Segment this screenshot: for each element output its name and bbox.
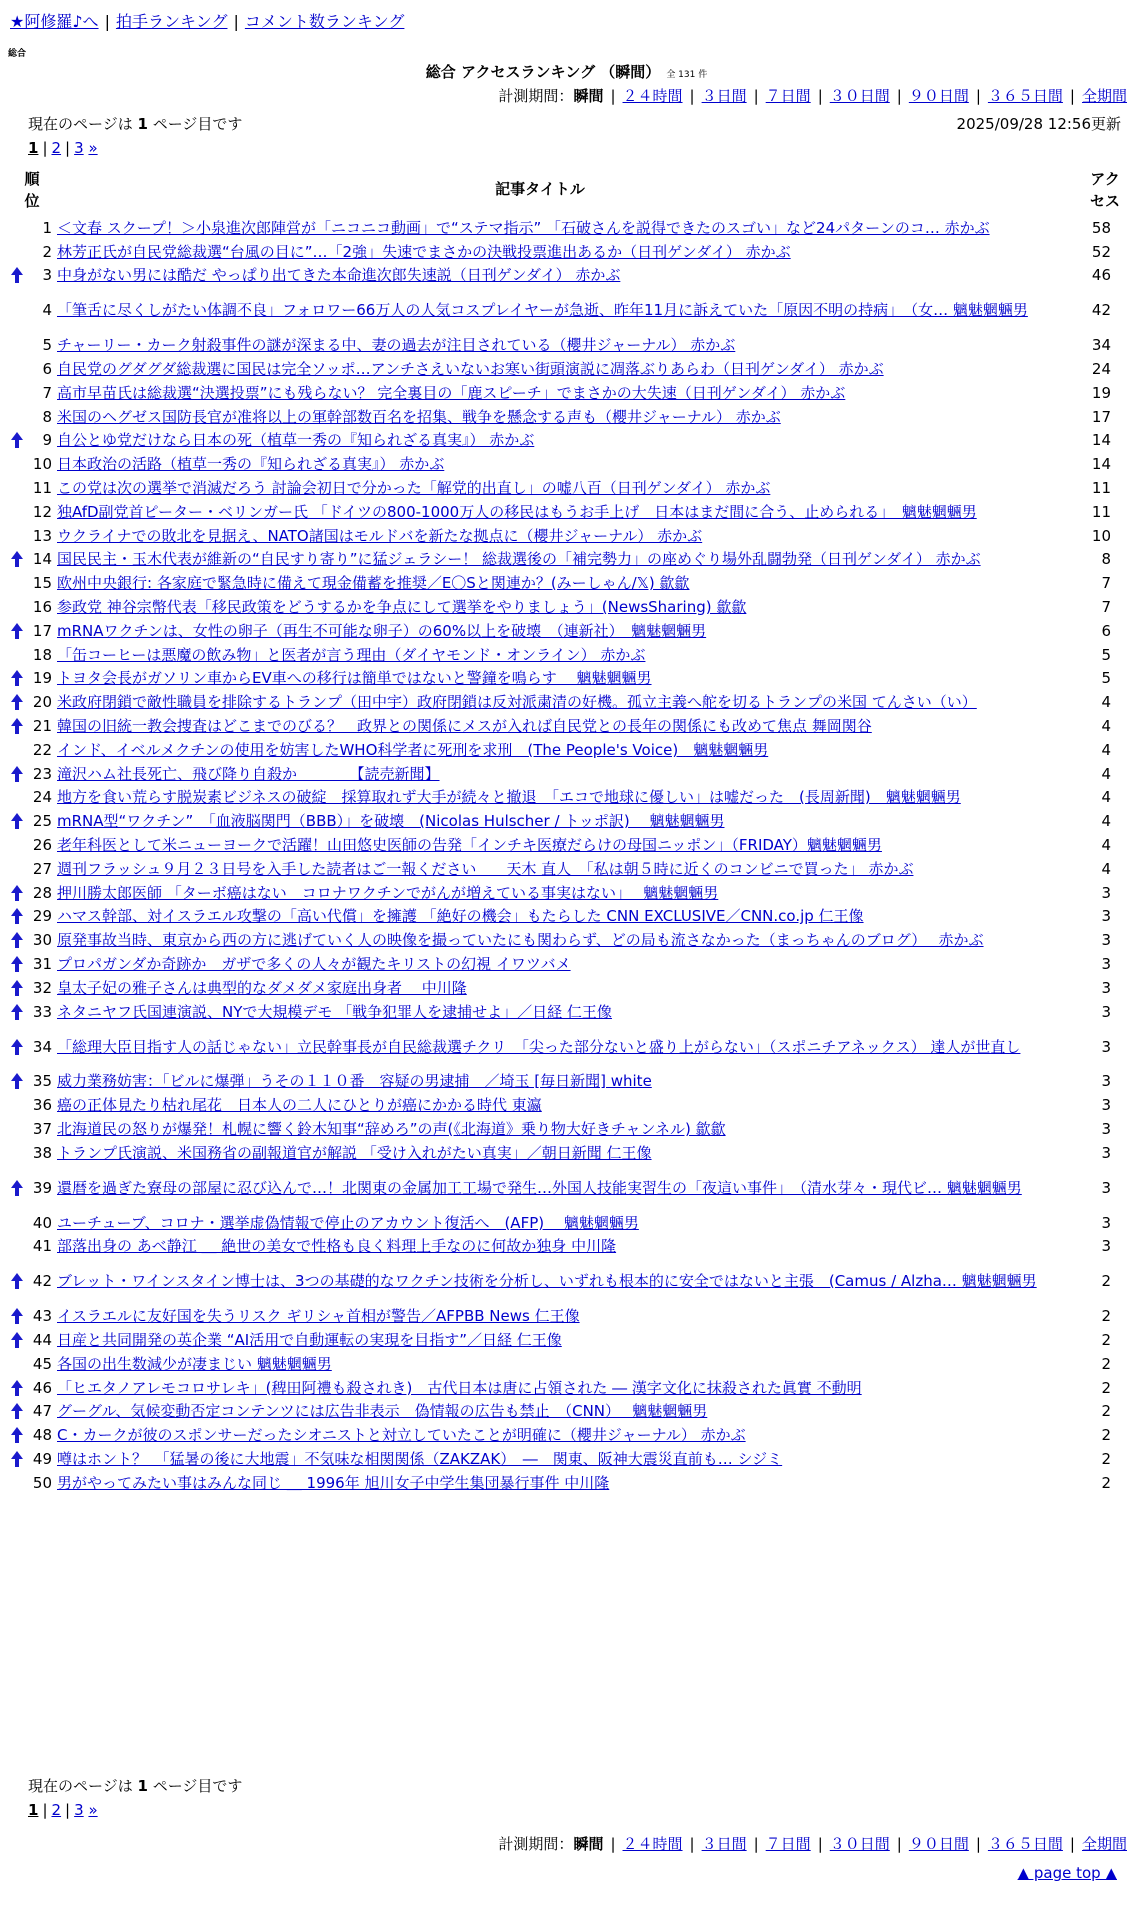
period-separator: | [896, 1835, 902, 1853]
table-row [0, 1093, 1133, 1117]
period-separator: | [753, 87, 759, 105]
access-count: 3 [1101, 1143, 1111, 1162]
access-count: 2 [1101, 1272, 1111, 1291]
table-row [0, 216, 1133, 240]
period-separator: | [689, 87, 695, 105]
period-link-4[interactable]: ９０日間 [908, 1835, 969, 1853]
access-count: 7 [1101, 598, 1111, 617]
pager-separator: | [42, 1801, 48, 1819]
pager-link-2[interactable]: 2 [51, 1801, 62, 1819]
article-title-link[interactable]: 「筆舌に尽くしがたい体調不良」フォロワー66万人の人気コスプレイヤーが急逝、昨年11月に訴えていた「原因不明の持病」 （女… 魑魅魍魎男 [57, 301, 1028, 320]
rank-number: 44 [32, 1330, 52, 1349]
article-title-link[interactable]: 「缶コーヒーは悪魔の飲み物」と医者が言う理由（ダイヤモンド・オンライン） 赤かぶ [57, 645, 646, 664]
access-count: 4 [1101, 836, 1111, 855]
rank-number: 40 [32, 1213, 52, 1232]
article-title-link[interactable]: 地方を食い荒らす脱炭素ビジネスの破綻 採算取れず大手が続々と撤退 「エコで地球に優しい」は嘘だった (長周新聞) 魑魅魍魎男 [57, 788, 961, 807]
table-row [0, 714, 1133, 738]
rank-number: 20 [32, 693, 52, 712]
page-title [0, 62, 1133, 85]
up-arrow-icon [10, 955, 24, 973]
article-title-link[interactable]: この党は次の選挙で消滅だろう 討論会初日で分かった「解党的出直し」の嘘八百（日刊ゲンダイ） 赤かぶ [57, 479, 771, 498]
table-row [0, 287, 1133, 333]
pager-current: 1 [28, 139, 39, 157]
pager-top [28, 138, 98, 158]
up-arrow-icon [10, 1379, 24, 1397]
rank-number: 38 [32, 1143, 52, 1162]
article-title-link[interactable]: インド、イベルメクチンの使用を妨害したWHO科学者に死刑を求刑 (The People's Voice) 魑魅魍魎男 [57, 740, 769, 759]
up-arrow-icon [10, 931, 24, 949]
rank-number: 35 [32, 1072, 52, 1091]
up-arrow-icon [10, 550, 24, 568]
article-title-link[interactable]: 国民民主・玉木代表が維新の“自民すり寄り”に猛ジェラシー！ 総裁選後の「補完勢力」の座めぐり場外乱闘勃発（日刊ゲンダイ） 赤かぶ [57, 550, 981, 569]
article-title-link[interactable]: 押川勝太郎医師 「ターボ癌はない コロナワクチンでがんが増えている事実はない」 魑魅魍魎男 [57, 883, 719, 902]
article-title-link[interactable]: 自民党のグダグダ総裁選に国民は完全ソッポ…アンチさえいないお寒い街頭演説に凋落ぶりあらわ（日刊ゲンダイ） 赤かぶ [57, 360, 884, 379]
table-row [0, 1471, 1133, 1495]
access-count: 4 [1101, 859, 1111, 878]
table-row [0, 381, 1133, 405]
article-title-link[interactable]: 老年科医として米ニューヨークで活躍！山田悠史医師の告発「インチキ医療だらけの母国ニッポン」（FRIDAY）魑魅魍魎男 [57, 836, 882, 855]
period-link-2[interactable]: ７日間 [765, 1835, 811, 1853]
pager-next[interactable]: » [88, 1801, 98, 1819]
article-title-link[interactable]: 男がやってみたい事はみんな同じ ＿ 1996年 旭川女子中学生集団暴行事件 中川隆 [57, 1473, 610, 1492]
article-title-link[interactable]: 原発事故当時、東京から西の方に逃げていく人の映像を撮っていたにも関わらず、どの局も流さなかった（まっちゃんのブログ） 赤かぶ [57, 931, 984, 950]
access-count: 3 [1101, 1072, 1111, 1091]
table-row [0, 643, 1133, 667]
table-row [0, 1070, 1133, 1094]
rank-number: 41 [32, 1237, 52, 1256]
access-count: 19 [1091, 383, 1111, 402]
table-row [0, 1024, 1133, 1070]
page-info-prefix: 現在のページは [28, 1777, 133, 1795]
rank-number: 2 [42, 242, 52, 261]
access-count: 3 [1101, 955, 1111, 973]
period-separator: | [1069, 87, 1075, 105]
pager-link-3[interactable]: 3 [74, 139, 84, 157]
rank-number: 4 [42, 301, 52, 320]
table-row [0, 1117, 1133, 1141]
rank-number: 27 [32, 859, 52, 878]
access-count: 3 [1101, 1096, 1111, 1115]
article-title-link[interactable]: mRNAワクチンは、女性の卵子（再生不可能な卵子）の60%以上を破壊 （連新社） 魑魅魍魎男 [57, 621, 707, 640]
article-title-link[interactable]: ハマス幹部、対イスラエル攻撃の「高い代償」を擁護 「絶好の機会」もたらした CNN EXCLUSIVE／CNN.co.jp 仁王像 [57, 907, 864, 926]
up-arrow-icon [10, 1426, 24, 1444]
table-row [0, 738, 1133, 762]
table-row [0, 1352, 1133, 1376]
access-count: 14 [1091, 431, 1111, 450]
access-count: 11 [1091, 502, 1111, 521]
up-arrow-icon [10, 1450, 24, 1468]
article-title-link[interactable]: 部落出身の あべ静江 ＿ 絶世の美女で性格も良く料理上手なのに何故か独身 中川隆 [57, 1237, 617, 1256]
rank-number: 18 [32, 645, 52, 664]
pager-separator: | [42, 139, 48, 157]
period-link-2[interactable]: ７日間 [765, 87, 811, 105]
table-row [0, 1304, 1133, 1328]
rank-number: 21 [32, 717, 52, 736]
up-arrow-icon [10, 717, 24, 735]
access-count: 42 [1091, 301, 1111, 320]
article-title-link[interactable]: 参政党 神谷宗幣代表「移民政策をどうするかを争点にして選挙をやりましょう」(NewsSharing) 歙歙 [57, 598, 747, 617]
period-link-5[interactable]: ３６５日間 [987, 87, 1063, 105]
access-count: 34 [1091, 336, 1111, 355]
period-separator: | [610, 87, 616, 105]
access-count: 4 [1101, 740, 1111, 759]
ranking-list [0, 216, 1133, 1495]
access-count: 3 [1101, 931, 1111, 950]
rank-number: 25 [32, 812, 52, 831]
nav-separator: | [233, 12, 239, 31]
article-title-link[interactable]: 日産と共同開発の英企業 “AI活用で自動運転の実現を目指す”／日経 仁王像 [57, 1330, 562, 1349]
article-title-link[interactable]: 高市早苗氏は総裁選“決選投票”にも残らない？ 完全裏目の「鹿スピーチ」でまさかの大失速（日刊ゲンダイ） 赤かぶ [57, 383, 846, 402]
article-title-link[interactable]: 「総理大臣目指す人の話じゃない」立民幹事長が自民総裁選チクリ 「尖った部分ないと盛り上がらない」（スポニチアネックス） 達人が世直し [57, 1037, 1021, 1056]
pager-next[interactable]: » [88, 139, 98, 157]
table-row [0, 405, 1133, 429]
up-arrow-icon [10, 765, 24, 783]
up-arrow-icon [10, 1402, 24, 1420]
article-title-link[interactable]: 韓国の旧統一教会捜査はどこまでのびる？ 政界との関係にメスが入れば自民党との長年の関係にも改めて焦点 舞岡関谷 [57, 717, 872, 736]
up-arrow-icon [10, 1003, 24, 1021]
rank-number: 10 [32, 455, 52, 474]
rank-number: 11 [32, 479, 52, 498]
page-info-top [28, 114, 242, 134]
table-row [0, 264, 1133, 288]
up-arrow-icon [10, 1179, 24, 1197]
access-count: 2 [1101, 1307, 1111, 1326]
table-row [0, 1234, 1133, 1258]
access-count: 14 [1091, 455, 1111, 474]
article-title-link[interactable]: 「ヒエタノアレモコロサレキ」(稗田阿禮も殺されき) 古代日本は唐に占領された ― 漢字文化に抹殺された眞實 不動明 [57, 1378, 862, 1397]
article-title-link[interactable]: チャーリー・カーク射殺事件の謎が深まる中、妻の過去が注目されている（櫻井ジャーナル） 赤かぶ [57, 336, 736, 355]
rank-number: 22 [32, 740, 52, 759]
access-count: 4 [1101, 764, 1111, 783]
rank-number: 12 [32, 502, 52, 521]
table-row [0, 976, 1133, 1000]
article-title-link[interactable]: mRNA型“ワクチン” 「血液脳関門（BBB）」を破壊 (Nicolas Hulscher / トッポ訳) 魑魅魍魎男 [57, 812, 725, 831]
article-title-link[interactable]: トランプ氏演説、米国務省の副報道官が解説 「受け入れがたい真実」／朝日新聞 仁王像 [57, 1143, 652, 1162]
table-row [0, 667, 1133, 691]
access-count: 5 [1101, 669, 1111, 688]
period-link-1[interactable]: ３日間 [701, 87, 747, 105]
rank-number: 31 [32, 955, 52, 973]
period-separator: | [896, 87, 902, 105]
table-row [0, 762, 1133, 786]
up-arrow-icon [10, 622, 24, 640]
pager-link-2[interactable]: 2 [51, 139, 62, 157]
access-header: アクセス [1089, 170, 1120, 210]
up-arrow-icon [10, 1307, 24, 1325]
access-count: 3 [1101, 907, 1111, 926]
article-title-link[interactable]: 威力業務妨害：「ビルに爆弾」うその１１０番 容疑の男逮捕 ／埼玉 [毎日新聞] white [57, 1072, 652, 1091]
period-nav-top [498, 86, 1127, 106]
access-count: 2 [1101, 1354, 1111, 1373]
table-row [0, 500, 1133, 524]
page-info-number: 1 [137, 115, 148, 133]
article-title-link[interactable]: グーグル、気候変動否定コンテンツには広告非表示 偽情報の広告も禁止 （CNN） 魑魅魍魎男 [57, 1402, 708, 1421]
access-count: 2 [1101, 1330, 1111, 1349]
category-label: 総合 [8, 49, 27, 59]
access-count: 2 [1101, 1473, 1111, 1492]
rank-number: 42 [32, 1272, 52, 1291]
period-link-0[interactable]: ２４時間 [622, 1835, 683, 1853]
table-row [0, 357, 1133, 381]
table-row [0, 928, 1133, 952]
pager-current: 1 [28, 1801, 39, 1819]
up-arrow-icon [10, 1038, 24, 1056]
table-row [0, 476, 1133, 500]
access-count: 3 [1101, 1037, 1111, 1056]
rank-number: 24 [32, 788, 52, 807]
article-title-link[interactable]: 週刊フラッシュ９月２３日号を入手した読者はご一報ください 天木 直人 「私は朝５時に近くのコンビニで買った」 赤かぶ [57, 859, 914, 878]
up-arrow-icon [10, 884, 24, 902]
article-title-link[interactable]: 北海道民の怒りが爆発！札幌に響く鈴木知事“辞めろ”の声(《北海道》乗り物大好きチャンネル) 歙歙 [57, 1119, 726, 1138]
access-count: 10 [1091, 526, 1111, 545]
table-row [0, 333, 1133, 357]
table-row [0, 240, 1133, 264]
rank-number: 32 [32, 978, 52, 997]
access-count: 7 [1101, 574, 1111, 593]
period-label: 計測期間： [498, 87, 574, 105]
clap-ranking-link[interactable]: 拍手ランキング [115, 12, 228, 31]
rank-number: 29 [32, 907, 52, 926]
period-separator: | [610, 1835, 616, 1853]
article-title-link[interactable]: ＜文春 スクープ！＞小泉進次郎陣営が「ニコニコ動画」で“ステマ指示” 「石破さんを説得できたのスゴい」など24パターンのコ… 赤かぶ [57, 218, 990, 237]
top-nav [10, 10, 404, 34]
rank-number: 14 [32, 550, 52, 569]
access-count: 3 [1101, 1237, 1111, 1256]
article-title-link[interactable]: C・カークが彼のスポンサーだったシオニストと対立していたことが明確に（櫻井ジャーナル） 赤かぶ [57, 1426, 746, 1445]
access-count: 8 [1101, 550, 1111, 569]
article-title-link[interactable]: ブレット・ワインスタイン博士は、3つの基礎的なワクチン技術を分析し、いずれも根本的に安全ではないと主張 (Camus / Alzha… 魑魅魍魎男 [57, 1272, 1037, 1291]
pager-link-3[interactable]: 3 [74, 1801, 84, 1819]
rank-number: 9 [42, 431, 52, 450]
page-info-number: 1 [137, 1777, 148, 1795]
period-separator: | [1069, 1835, 1075, 1853]
rank-number: 49 [32, 1449, 52, 1468]
period-current: 瞬間 [573, 87, 604, 105]
table-row [0, 809, 1133, 833]
period-link-6[interactable]: 全期間 [1081, 87, 1127, 105]
rank-number: 33 [32, 1002, 52, 1021]
table-row [0, 452, 1133, 476]
table-row [0, 548, 1133, 572]
period-label: 計測期間： [498, 1835, 574, 1853]
article-title-link[interactable]: 米国のヘグゼス国防長官が准将以上の軍幹部数百名を招集、戦争を懸念する声も（櫻井ジャーナル） 赤かぶ [57, 407, 781, 426]
access-count: 46 [1091, 266, 1111, 285]
article-header: 記事タイトル [495, 180, 585, 198]
access-count: 4 [1101, 812, 1111, 831]
access-count: 6 [1101, 621, 1111, 640]
table-row [0, 619, 1133, 643]
table-row [0, 1447, 1133, 1471]
period-link-4[interactable]: ９０日間 [908, 87, 969, 105]
up-arrow-icon [10, 1072, 24, 1090]
article-title-link[interactable]: イスラエルに友好国を失うリスク ギリシャ首相が警告／AFPBB News 仁王像 [57, 1307, 580, 1326]
rank-number: 7 [42, 383, 52, 402]
rank-number: 15 [32, 574, 52, 593]
article-title-link[interactable]: 癌の正体見たり枯れ尾花 日本人の二人にひとりが癌にかかる時代 東瀛 [57, 1096, 542, 1115]
article-title-link[interactable]: ネタニヤフ氏国連演説、NYで大規模デモ 「戦争犯罪人を逮捕せよ」／日経 仁王像 [57, 1002, 612, 1021]
access-count: 52 [1091, 242, 1111, 261]
access-count: 24 [1091, 360, 1111, 379]
access-count: 2 [1101, 1378, 1111, 1397]
table-row [0, 690, 1133, 714]
rank-number: 34 [32, 1037, 52, 1056]
table-row [0, 524, 1133, 548]
rank-number: 37 [32, 1119, 52, 1138]
period-link-6[interactable]: 全期間 [1081, 1835, 1127, 1853]
article-title-link[interactable]: 日本政治の活路（植草一秀の『知られざる真実』） 赤かぶ [57, 455, 445, 474]
access-count: 3 [1101, 1002, 1111, 1021]
rank-number: 36 [32, 1096, 52, 1115]
page-title-text: 総合 アクセスランキング （瞬間） [425, 63, 661, 81]
article-title-link[interactable]: 林芳正氏が自民党総裁選“台風の目に”…「2強」失速でまさかの決戦投票進出あるか（日刊ゲンダイ） 赤かぶ [57, 242, 791, 261]
rank-number: 6 [42, 360, 52, 379]
access-count: 4 [1101, 717, 1111, 736]
page-top-link[interactable]: ▲ page top ▲ [1017, 1864, 1117, 1882]
up-arrow-icon [10, 431, 24, 449]
page-info-bottom [28, 1776, 242, 1796]
access-count: 2 [1101, 1426, 1111, 1445]
period-link-5[interactable]: ３６５日間 [987, 1835, 1063, 1853]
period-link-0[interactable]: ２４時間 [622, 87, 683, 105]
comment-ranking-link[interactable]: コメント数ランキング [244, 12, 405, 31]
up-arrow-icon [10, 266, 24, 284]
total-count: 全 131 件 [666, 70, 708, 80]
period-link-3[interactable]: ３０日間 [829, 1835, 890, 1853]
article-title-link[interactable]: 噂はホント？ 「猛暑の後に大地震」不気味な相関関係（ZAKZAK） ― 関東、阪神大震災直前も… シジミ [57, 1449, 783, 1468]
table-row [0, 881, 1133, 905]
period-separator: | [753, 1835, 759, 1853]
rank-number: 28 [32, 883, 52, 902]
access-count: 4 [1101, 693, 1111, 712]
period-separator: | [689, 1835, 695, 1853]
period-separator: | [975, 1835, 981, 1853]
rank-number: 17 [32, 621, 52, 640]
rank-number: 30 [32, 931, 52, 950]
table-row [0, 833, 1133, 857]
period-link-1[interactable]: ３日間 [701, 1835, 747, 1853]
up-arrow-icon [10, 812, 24, 830]
table-row [0, 857, 1133, 881]
period-current: 瞬間 [573, 1835, 604, 1853]
rank-number: 45 [32, 1354, 52, 1373]
table-row [0, 1141, 1133, 1165]
table-row [0, 905, 1133, 929]
rank-number: 26 [32, 836, 52, 855]
access-count: 17 [1091, 407, 1111, 426]
table-row [0, 1328, 1133, 1352]
page-top-link-wrap [1018, 1862, 1117, 1884]
rank-number: 23 [32, 764, 52, 783]
article-title-link[interactable]: 独AfD副党首ピーター・ベリンガー氏 「ドイツの800-1000万人の移民はもうお手上げ 日本はまだ間に合う、止められる」 魑魅魍魎男 [57, 502, 977, 521]
table-row [0, 1000, 1133, 1024]
rank-number: 3 [42, 266, 52, 285]
access-count: 4 [1101, 788, 1111, 807]
nav-separator: | [104, 12, 110, 31]
access-count: 3 [1101, 883, 1111, 902]
updated-timestamp: 2025/09/28 12:56更新 [956, 115, 1121, 133]
access-count: 11 [1091, 479, 1111, 498]
article-title-link[interactable]: ユーチューブ、コロナ・選挙虚偽情報で停止のアカウント復活へ (AFP) 魑魅魍魎男 [57, 1213, 639, 1232]
table-row [0, 952, 1133, 976]
article-title-link[interactable]: 還暦を過ぎた寮母の部屋に忍び込んで…！北関東の金属加工工場で発生…外国人技能実習生の「夜這い事件」 （清水芽々・現代ビ… 魑魅魍魎男 [57, 1178, 1022, 1197]
article-title-link[interactable]: プロパガンダか奇跡か ガザで多くの人々が観たキリストの幻視 イワツバメ [57, 955, 571, 973]
table-row [0, 1399, 1133, 1423]
table-row [0, 786, 1133, 810]
up-arrow-icon [10, 907, 24, 925]
page-info-suffix: ページ目です [152, 115, 243, 133]
rank-number: 46 [32, 1378, 52, 1397]
rank-number: 5 [42, 336, 52, 355]
access-count: 3 [1101, 978, 1111, 997]
pager-separator: | [65, 139, 71, 157]
up-arrow-icon [10, 693, 24, 711]
rank-number: 47 [32, 1402, 52, 1421]
access-count: 2 [1101, 1449, 1111, 1468]
access-count: 58 [1091, 218, 1111, 237]
article-title-link[interactable]: 皇太子妃の雅子さんは典型的なダメダメ家庭出身者 中川隆 [57, 978, 467, 997]
page-info-suffix: ページ目です [152, 1777, 243, 1795]
rank-number: 19 [32, 669, 52, 688]
table-row [0, 571, 1133, 595]
up-arrow-icon [10, 1272, 24, 1290]
period-nav-bottom [498, 1834, 1127, 1854]
period-separator: | [817, 1835, 823, 1853]
period-link-3[interactable]: ３０日間 [829, 87, 890, 105]
article-title-link[interactable]: 米政府閉鎖で敵性職員を排除するトランプ（田中宇）政府閉鎖は反対派粛清の好機。孤立主義へ舵を切るトランプの米国 てんさい（い） [57, 693, 977, 712]
up-arrow-icon [10, 979, 24, 997]
article-title-link[interactable]: 滝沢ハム社長死亡、飛び降り自殺か 【読売新聞】 [57, 764, 440, 783]
access-count: 3 [1101, 1119, 1111, 1138]
article-title-link[interactable]: 自公とゆ党だけなら日本の死（植草一秀の『知られざる真実』） 赤かぶ [57, 431, 535, 450]
table-header [0, 164, 1133, 214]
table-row [0, 1165, 1133, 1211]
rank-number: 43 [32, 1307, 52, 1326]
period-separator: | [817, 87, 823, 105]
table-row [0, 1258, 1133, 1304]
article-title-link[interactable]: 各国の出生数減少が凄まじい 魑魅魍魎男 [57, 1354, 332, 1373]
table-row [0, 1376, 1133, 1400]
rank-header: 順位 [24, 170, 40, 210]
up-arrow-icon [10, 1331, 24, 1349]
rank-number: 13 [32, 526, 52, 545]
table-row [0, 1423, 1133, 1447]
article-title-link[interactable]: ウクライナでの敗北を見据え、NATO諸国はモルドバを新たな拠点に（櫻井ジャーナル） 赤かぶ [57, 526, 703, 545]
table-row [0, 1211, 1133, 1235]
article-title-link[interactable]: トヨタ会長がガソリン車からEV車への移行は簡単ではないと警鐘を鳴らす 魑魅魍魎男 [57, 669, 652, 688]
period-separator: | [975, 87, 981, 105]
table-row [0, 429, 1133, 453]
access-count: 2 [1101, 1402, 1111, 1421]
access-count: 5 [1101, 645, 1111, 664]
rank-number: 8 [42, 407, 52, 426]
rank-number: 39 [32, 1178, 52, 1197]
pager-separator: | [65, 1801, 71, 1819]
up-arrow-icon [10, 669, 24, 687]
home-link[interactable]: ★阿修羅♪へ [10, 12, 99, 31]
rank-number: 1 [42, 218, 52, 237]
rank-number: 48 [32, 1426, 52, 1445]
rank-number: 50 [32, 1473, 52, 1492]
pager-bottom [28, 1800, 98, 1820]
article-title-link[interactable]: 欧州中央銀行: 各家庭で緊急時に備えて現金備蓄を推奨／E〇Sと関連か？(みーしゃん/𝕏) 歙歙 [57, 574, 690, 593]
rank-number: 16 [32, 598, 52, 617]
page-info-prefix: 現在のページは [28, 115, 133, 133]
table-row [0, 595, 1133, 619]
article-title-link[interactable]: 中身がない男には酷だ やっぱり出てきた本命進次郎失速説（日刊ゲンダイ） 赤かぶ [57, 266, 621, 285]
access-count: 3 [1101, 1178, 1111, 1197]
access-count: 3 [1101, 1213, 1111, 1232]
